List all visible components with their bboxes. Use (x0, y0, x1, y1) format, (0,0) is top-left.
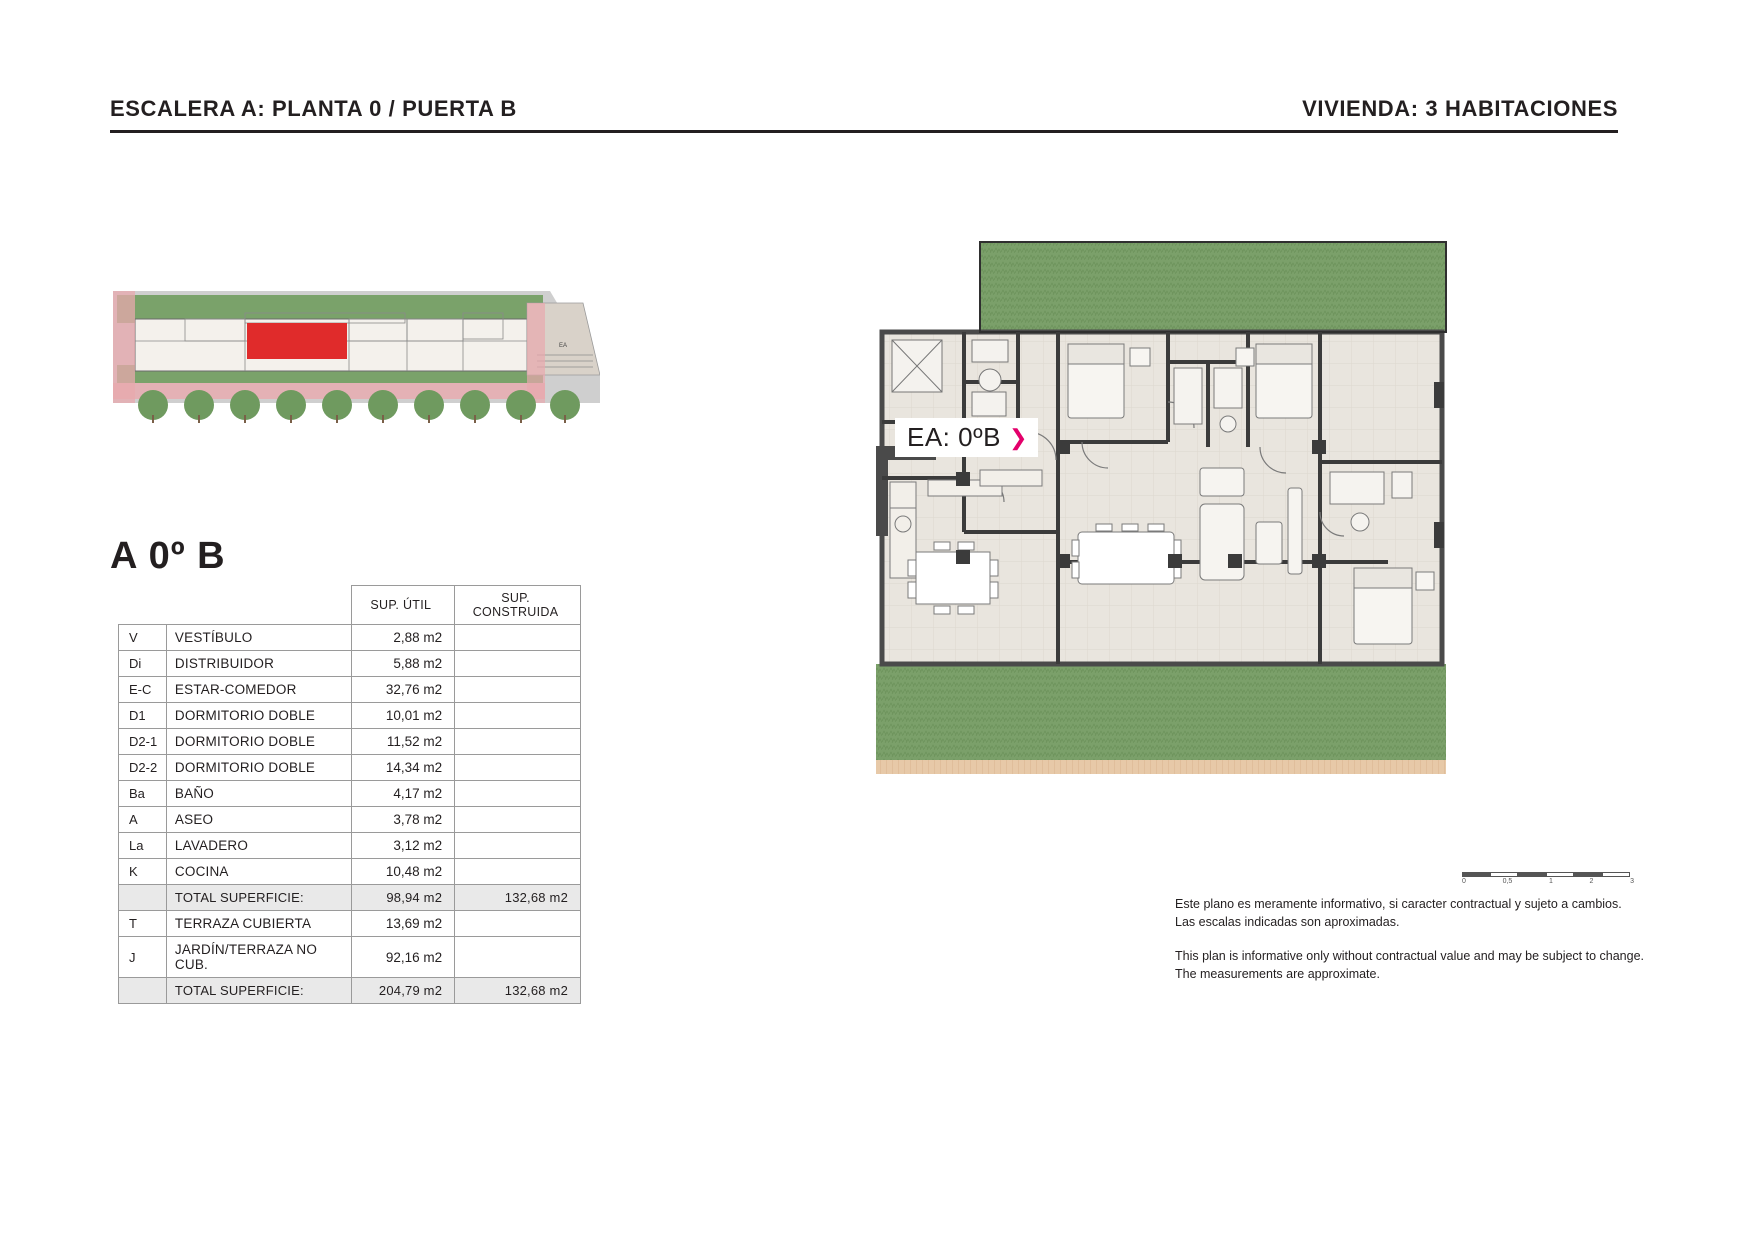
table-header-row (119, 586, 581, 625)
svg-text:EA: EA (559, 343, 568, 349)
row-util: 10,48 m2 (351, 859, 455, 885)
row-constructed (455, 781, 581, 807)
row-constructed (455, 937, 581, 978)
total-constructed: 132,68 m2 (455, 978, 581, 1004)
table-row (119, 859, 581, 885)
disclaimer-en-line-2: The measurements are approximate. (1175, 967, 1380, 982)
row-util: 13,69 m2 (351, 911, 455, 937)
header-sup-construida: SUP. CONSTRUIDA (455, 586, 581, 625)
row-util: 92,16 m2 (351, 937, 455, 978)
row-name: TERRAZA CUBIERTA (166, 911, 351, 937)
table-row (119, 625, 581, 651)
surface-table-wrapper (118, 585, 581, 1004)
surface-table (118, 585, 581, 1004)
row-name: DORMITORIO DOBLE (166, 755, 351, 781)
scale-tick: 3 (1630, 878, 1634, 885)
row-name: LAVADERO (166, 833, 351, 859)
scale-tick: 0,5 (1502, 878, 1513, 885)
table-row (119, 729, 581, 755)
row-constructed (455, 625, 581, 651)
row-constructed (455, 755, 581, 781)
row-constructed (455, 911, 581, 937)
row-name: ESTAR-COMEDOR (166, 677, 351, 703)
unit-title: A 0º B (110, 535, 226, 577)
disclaimer-es-line-1: Este plano es meramente informativo, si caracter contractual y sujeto a cambios. (1175, 897, 1622, 911)
row-name: VESTÍBULO (166, 625, 351, 651)
row-name: DISTRIBUIDOR (166, 651, 351, 677)
row-name: DORMITORIO DOBLE (166, 729, 351, 755)
table-row (119, 703, 581, 729)
subtotal-label: TOTAL SUPERFICIE: (166, 885, 351, 911)
chevron-right-icon: ❯ (1008, 424, 1028, 450)
table-row (119, 911, 581, 937)
unit-callout (895, 418, 1038, 457)
row-code: V (119, 625, 167, 651)
row-util: 11,52 m2 (351, 729, 455, 755)
table-row (119, 937, 581, 978)
table-row (119, 781, 581, 807)
row-code: T (119, 911, 167, 937)
scale-bar-ticks (1462, 878, 1634, 885)
row-util: 2,88 m2 (351, 625, 455, 651)
row-code: D2-2 (119, 755, 167, 781)
row-constructed (455, 651, 581, 677)
unit-callout-label: EA: 0ºB (907, 422, 1001, 452)
table-row (119, 755, 581, 781)
site-key-plan (113, 283, 600, 426)
row-name: COCINA (166, 859, 351, 885)
total-label: TOTAL SUPERFICIE: (166, 978, 351, 1004)
disclaimer (1175, 895, 1645, 984)
row-name: DORMITORIO DOBLE (166, 703, 351, 729)
row-util: 3,78 m2 (351, 807, 455, 833)
header-code (119, 586, 167, 625)
row-code: A (119, 807, 167, 833)
page-header (110, 96, 1618, 133)
table-row (119, 651, 581, 677)
header-name (166, 586, 351, 625)
header-sup-util: SUP. ÚTIL (351, 586, 455, 625)
total-util: 204,79 m2 (351, 978, 455, 1004)
subtotal-row (119, 885, 581, 911)
row-constructed (455, 859, 581, 885)
row-code: La (119, 833, 167, 859)
table-row (119, 833, 581, 859)
disclaimer-es-line-2: Las escalas indicadas son aproximadas. (1175, 915, 1400, 930)
row-util: 3,12 m2 (351, 833, 455, 859)
row-code: D2-1 (119, 729, 167, 755)
scale-tick: 2 (1589, 878, 1594, 885)
row-constructed (455, 677, 581, 703)
floor-plan (868, 232, 1448, 782)
row-name: BAÑO (166, 781, 351, 807)
row-util: 10,01 m2 (351, 703, 455, 729)
subtotal-util: 98,94 m2 (351, 885, 455, 911)
page-title: ESCALERA A: PLANTA 0 / PUERTA B (110, 96, 517, 121)
row-code: D1 (119, 703, 167, 729)
row-constructed (455, 729, 581, 755)
scale-tick: 1 (1548, 878, 1553, 885)
row-code: Ba (119, 781, 167, 807)
row-util: 32,76 m2 (351, 677, 455, 703)
total-code (119, 978, 167, 1004)
row-constructed (455, 703, 581, 729)
row-code: Di (119, 651, 167, 677)
row-constructed (455, 833, 581, 859)
row-name: JARDÍN/TERRAZA NO CUB. (166, 937, 351, 978)
table-row (119, 807, 581, 833)
floor-plan-graphic (868, 232, 1448, 782)
row-util: 5,88 m2 (351, 651, 455, 677)
disclaimer-en-line-1: This plan is informative only without contractual value and may be subject to change. (1175, 949, 1645, 964)
scale-bar (1462, 872, 1634, 885)
row-constructed (455, 807, 581, 833)
row-code: J (119, 937, 167, 978)
site-key-plan-graphic (113, 283, 600, 426)
scale-tick: 0 (1462, 878, 1466, 885)
subtotal-constructed: 132,68 m2 (455, 885, 581, 911)
row-util: 14,34 m2 (351, 755, 455, 781)
row-name: ASEO (166, 807, 351, 833)
total-row (119, 978, 581, 1004)
scale-bar-graphic (1462, 872, 1630, 877)
table-row (119, 677, 581, 703)
row-code: E-C (119, 677, 167, 703)
subtotal-code (119, 885, 167, 911)
header-dwelling-type: VIVIENDA: 3 HABITACIONES (1302, 96, 1618, 121)
row-util: 4,17 m2 (351, 781, 455, 807)
row-code: K (119, 859, 167, 885)
